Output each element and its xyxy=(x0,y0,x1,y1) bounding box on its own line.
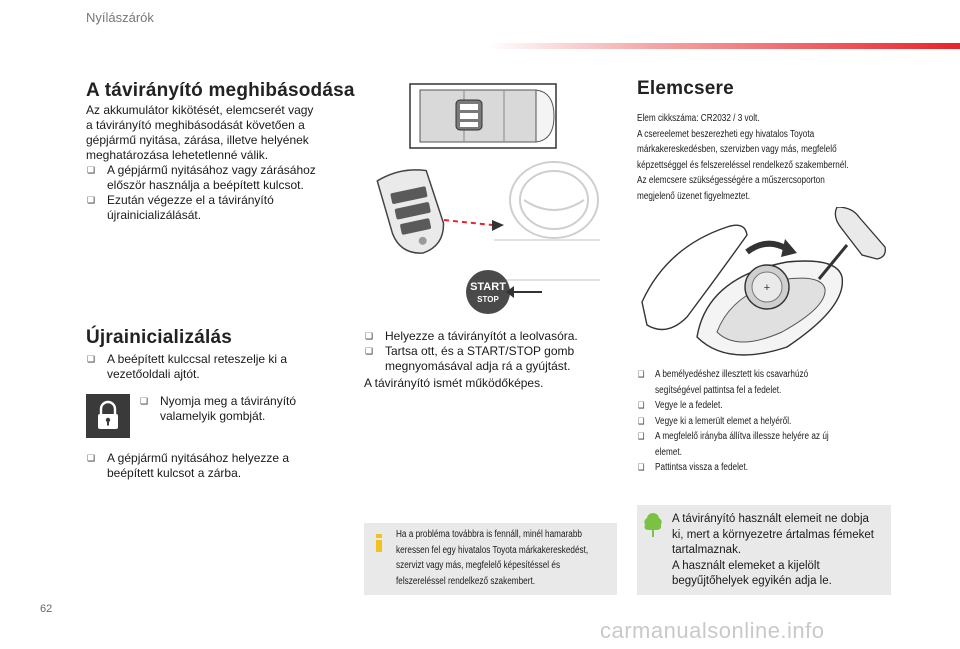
list-item: ❑ A bemélyedéshez illesztett kis csavarhúzó segítségével pattintsa fel a fedelet. xyxy=(637,367,899,398)
tree-icon xyxy=(643,512,663,538)
remote-failure-steps xyxy=(86,163,346,223)
svg-text:STOP: STOP xyxy=(477,295,499,304)
svg-text:START: START xyxy=(470,281,506,293)
arrow-icon xyxy=(444,220,504,231)
header-accent-bar xyxy=(488,43,960,49)
remote-key-icon xyxy=(376,165,448,259)
reinit-heading: Újrainicializálás xyxy=(86,327,232,348)
key-step xyxy=(86,451,346,481)
remote-failure-intro: Az akkumulátor kikötését, elemcserét vagy a távirányító meghibásodását követően a gépjármű nyitása, zárása, illetve helyének meghatározása lehetetlenné válik. xyxy=(86,103,314,162)
svg-text:+: + xyxy=(763,282,771,294)
screwdriver-icon xyxy=(819,207,885,279)
eco-note-text: A távirányító használt elemeit ne dobja ki, mert a környezetre ártalmas fémeket tartalmaznak. A használt elemeket a kijelölt begyűjtőhelyek egyikén adja le. xyxy=(672,513,874,587)
list-item: ❑ Vegye ki a lemerült elemet a helyéről. xyxy=(637,414,899,430)
section-title: Nyílászárók xyxy=(86,10,154,25)
list-item: ❑ A megfelelő irányba állítva illessze helyére az új elemet. xyxy=(637,429,899,460)
battery-cell-icon xyxy=(745,265,789,309)
start-stop-button-icon xyxy=(466,270,542,314)
list-item: ❑ Pattintsa vissza a fedelet. xyxy=(637,460,899,476)
list-item: ❑ Helyezze a távirányítót a leolvasóra. xyxy=(364,329,614,344)
info-note-box xyxy=(364,523,617,595)
page-number: 62 xyxy=(40,603,53,615)
curved-arrow-icon xyxy=(747,239,797,257)
list-item: ❑ Tartsa ott, és a START/STOP gomb megnyomásával adja rá a gyújtást. xyxy=(364,344,614,374)
eco-note-box xyxy=(637,505,891,595)
list-item: ❑ Vegye le a fedelet. xyxy=(637,398,899,414)
battery-illustration xyxy=(637,207,887,367)
lock-step xyxy=(139,394,339,424)
list-item: ❑ Ezután végezze el a távirányító újrainicializálását. xyxy=(86,193,346,223)
steering-wheel-icon xyxy=(494,162,600,280)
lock-icon xyxy=(86,394,130,438)
battery-spec-text: Elem cikkszáma: CR2032 / 3 volt. A csereelemet beszerezheti egy hivatalos Toyota márkakereskedésben, szervizben vagy más, megfelelő képzettséggel és felszereléssel rendelkező szakembernél. Az elemcsere szükségességére a műszercsoporton megjelenő üzenet figyelmeztet. xyxy=(637,113,849,202)
vehicle-topview-icon xyxy=(410,84,556,148)
reinit-steps xyxy=(86,352,346,382)
battery-replacement-heading: Elemcsere xyxy=(637,78,734,99)
list-item: ❑ A beépített kulccsal reteszelje ki a vezetőoldali ajtót. xyxy=(86,352,346,382)
info-note-text: Ha a probléma továbbra is fennáll, minél hamarabb keressen fel egy hivatalos Toyota márkakereskedést, szervizt vagy más, megfelelő képesítéssel és felszereléssel rendelkező szakembert. xyxy=(396,529,589,587)
list-item: ❑ A gépjármű nyitásához vagy zárásához először használja a beépített kulcsot. xyxy=(86,163,346,193)
result-text: A távirányító ismét működőképes. xyxy=(364,376,544,390)
battery-steps xyxy=(637,367,899,476)
list-item: ❑ Nyomja meg a távirányító valamelyik gombját. xyxy=(139,394,339,424)
reader-steps xyxy=(364,329,614,374)
list-item: ❑ A gépjármű nyitásához helyezze a beépített kulcsot a zárba. xyxy=(86,451,346,481)
info-icon xyxy=(373,534,385,552)
watermark: carmanualsonline.info xyxy=(600,618,825,643)
remote-reader-illustration xyxy=(364,80,604,320)
remote-failure-heading: A távirányító meghibásodása xyxy=(86,80,355,101)
